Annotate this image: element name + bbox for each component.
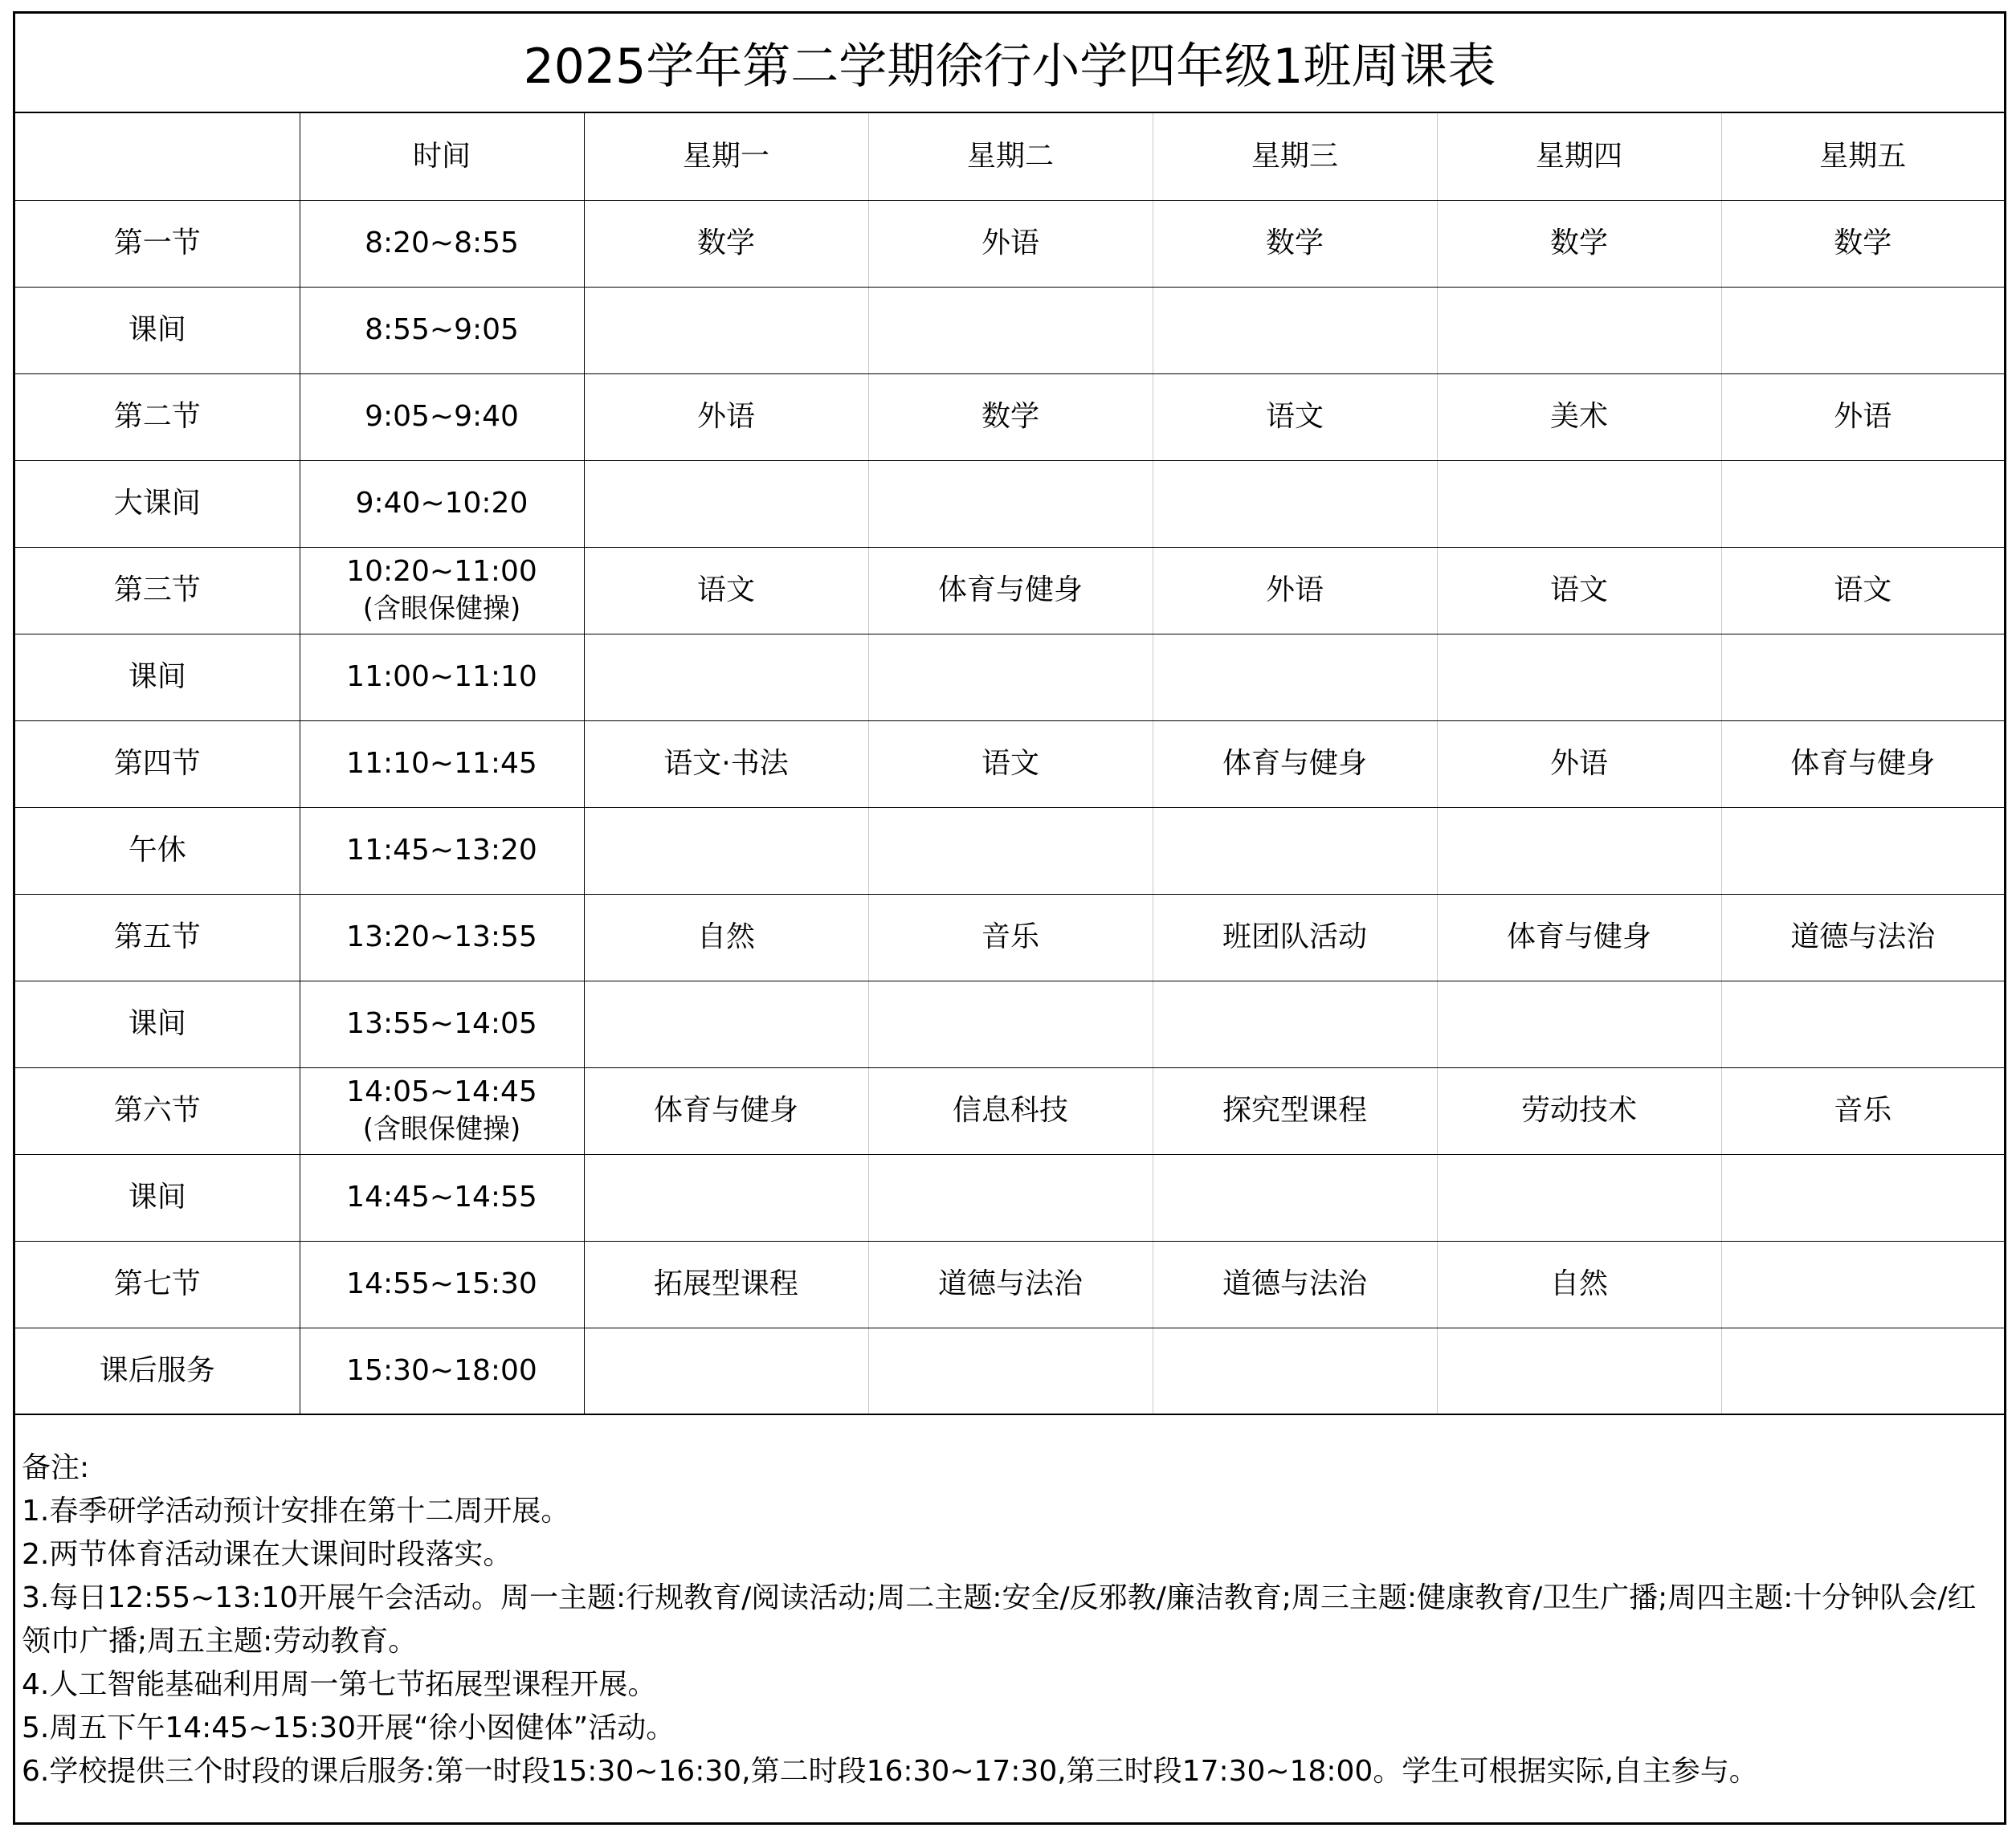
subject-cell [868,981,1153,1067]
subject-cell: 道德与法治 [1721,894,2004,981]
note-item: 2.两节体育活动课在大课间时段落实。 [22,1538,512,1571]
subject-cell: 数学 [1153,200,1437,287]
time-range: 14:05~14:45 [346,1075,537,1108]
subject-cell: 体育与健身 [1153,720,1437,807]
table-row [15,373,2004,460]
period-cell: 课间 [15,287,300,373]
subject-cell [584,807,868,894]
subject-cell: 语文 [584,547,868,634]
notes-heading: 备注: [22,1451,90,1484]
subject-cell: 探究型课程 [1153,1067,1437,1154]
time-cell [300,460,584,547]
time-cell [300,1067,584,1154]
subject-cell [584,634,868,720]
subject-cell: 体育与健身 [1721,720,2004,807]
subject-cell: 语文 [1153,373,1437,460]
header-time: 时间 [300,113,584,200]
time-note: (含眼保健操) [362,593,521,625]
time-range: 15:30~18:00 [346,1353,537,1387]
table-row [15,200,2004,287]
subject-cell: 劳动技术 [1437,1067,1721,1154]
time-range: 8:20~8:55 [365,226,519,259]
notes-section [15,1442,2004,1793]
table-row [15,1241,2004,1328]
period-cell: 第六节 [15,1067,300,1154]
subject-cell [1437,287,1721,373]
subject-cell: 数学 [1437,200,1721,287]
subject-cell: 音乐 [1721,1067,2004,1154]
time-range: 13:55~14:05 [346,1007,537,1040]
subject-cell: 外语 [584,373,868,460]
subject-cell [1721,807,2004,894]
time-cell [300,807,584,894]
subject-cell [868,1154,1153,1241]
subject-cell: 语文 [1437,547,1721,634]
subject-cell: 道德与法治 [1153,1241,1437,1328]
subject-cell [1721,1328,2004,1414]
time-range: 14:55~15:30 [346,1267,537,1300]
note-item: 1.春季研学活动预计安排在第十二周开展。 [22,1495,570,1528]
subject-cell [868,287,1153,373]
subject-cell: 数学 [1721,200,2004,287]
subject-cell [1153,1154,1437,1241]
timetable [15,113,2004,1415]
subject-cell: 自然 [584,894,868,981]
time-range: 8:55~9:05 [365,313,519,346]
subject-cell [584,287,868,373]
subject-cell [584,1154,868,1241]
timetable-sheet [13,11,2006,1825]
time-range: 13:20~13:55 [346,920,537,953]
subject-cell: 体育与健身 [584,1067,868,1154]
subject-cell [1153,287,1437,373]
time-range: 9:40~10:20 [355,487,528,520]
subject-cell [1437,807,1721,894]
subject-cell [868,634,1153,720]
subject-cell: 外语 [868,200,1153,287]
time-cell [300,1154,584,1241]
time-cell [300,287,584,373]
page-title: 2025学年第二学期徐行小学四年级1班周课表 [15,14,2004,113]
subject-cell: 音乐 [868,894,1153,981]
period-cell: 课间 [15,634,300,720]
subject-cell [1437,460,1721,547]
subject-cell [584,981,868,1067]
subject-cell: 语文·书法 [584,720,868,807]
time-range: 11:00~11:10 [346,660,537,693]
header-day: 星期一 [584,113,868,200]
time-range: 9:05~9:40 [365,400,519,433]
period-cell: 课后服务 [15,1328,300,1414]
time-cell [300,634,584,720]
subject-cell [868,1328,1153,1414]
subject-cell [1721,460,2004,547]
table-row [15,807,2004,894]
subject-cell: 自然 [1437,1241,1721,1328]
subject-cell: 体育与健身 [1437,894,1721,981]
subject-cell: 外语 [1437,720,1721,807]
header-corner-cell [15,113,300,200]
table-row [15,1154,2004,1241]
subject-cell [1153,807,1437,894]
time-cell [300,1241,584,1328]
table-row [15,894,2004,981]
period-cell: 课间 [15,1154,300,1241]
subject-cell [1721,1241,2004,1328]
time-cell [300,547,584,634]
period-cell: 第二节 [15,373,300,460]
subject-cell [1721,287,2004,373]
time-cell [300,981,584,1067]
subject-cell [584,460,868,547]
note-item: 4.人工智能基础利用周一第七节拓展型课程开展。 [22,1668,657,1701]
subject-cell [1437,1154,1721,1241]
period-cell: 第七节 [15,1241,300,1328]
subject-cell [1153,634,1437,720]
header-day: 星期五 [1721,113,2004,200]
table-row [15,460,2004,547]
period-cell: 第三节 [15,547,300,634]
subject-cell [1721,981,2004,1067]
table-row [15,720,2004,807]
table-row [15,547,2004,634]
header-day: 星期三 [1153,113,1437,200]
period-cell: 大课间 [15,460,300,547]
period-cell: 午休 [15,807,300,894]
period-cell: 第四节 [15,720,300,807]
subject-cell: 信息科技 [868,1067,1153,1154]
note-item: 3.每日12:55~13:10开展午会活动。周一主题:行规教育/阅读活动;周二主题:安全/反邪教/廉洁教育;周三主题:健康教育/卫生广播;周四主题:十分钟队会/红领巾广播;周五主题:劳动教育。 [22,1581,1977,1658]
time-cell [300,200,584,287]
table-row [15,1328,2004,1414]
header-row [15,113,2004,200]
header-day: 星期二 [868,113,1153,200]
subject-cell: 语文 [868,720,1153,807]
subject-cell [1153,981,1437,1067]
note-item: 5.周五下午14:45~15:30开展“徐小囡健体”活动。 [22,1712,675,1744]
subject-cell [1721,1154,2004,1241]
time-cell [300,894,584,981]
subject-cell [1153,460,1437,547]
header-day: 星期四 [1437,113,1721,200]
subject-cell [1437,981,1721,1067]
time-cell [300,1328,584,1414]
subject-cell [1437,634,1721,720]
subject-cell: 道德与法治 [868,1241,1153,1328]
subject-cell [1721,634,2004,720]
subject-cell: 数学 [584,200,868,287]
time-cell [300,373,584,460]
subject-cell: 数学 [868,373,1153,460]
period-cell: 第五节 [15,894,300,981]
subject-cell: 拓展型课程 [584,1241,868,1328]
time-range: 11:10~11:45 [346,747,537,780]
table-row [15,634,2004,720]
table-row [15,287,2004,373]
period-cell: 第一节 [15,200,300,287]
subject-cell [584,1328,868,1414]
table-row [15,1067,2004,1154]
note-item: 6.学校提供三个时段的课后服务:第一时段15:30~16:30,第二时段16:30~17:30,第三时段17:30~18:00。学生可根据实际,自主参与。 [22,1755,1758,1788]
subject-cell [868,460,1153,547]
time-cell [300,720,584,807]
time-range: 14:45~14:55 [346,1181,537,1214]
time-note: (含眼保健操) [362,1113,521,1145]
table-row [15,981,2004,1067]
subject-cell: 班团队活动 [1153,894,1437,981]
subject-cell: 体育与健身 [868,547,1153,634]
subject-cell: 外语 [1721,373,2004,460]
subject-cell: 美术 [1437,373,1721,460]
time-range: 10:20~11:00 [346,555,537,588]
period-cell: 课间 [15,981,300,1067]
subject-cell [1437,1328,1721,1414]
time-range: 11:45~13:20 [346,834,537,867]
subject-cell [868,807,1153,894]
subject-cell [1153,1328,1437,1414]
subject-cell: 语文 [1721,547,2004,634]
subject-cell: 外语 [1153,547,1437,634]
